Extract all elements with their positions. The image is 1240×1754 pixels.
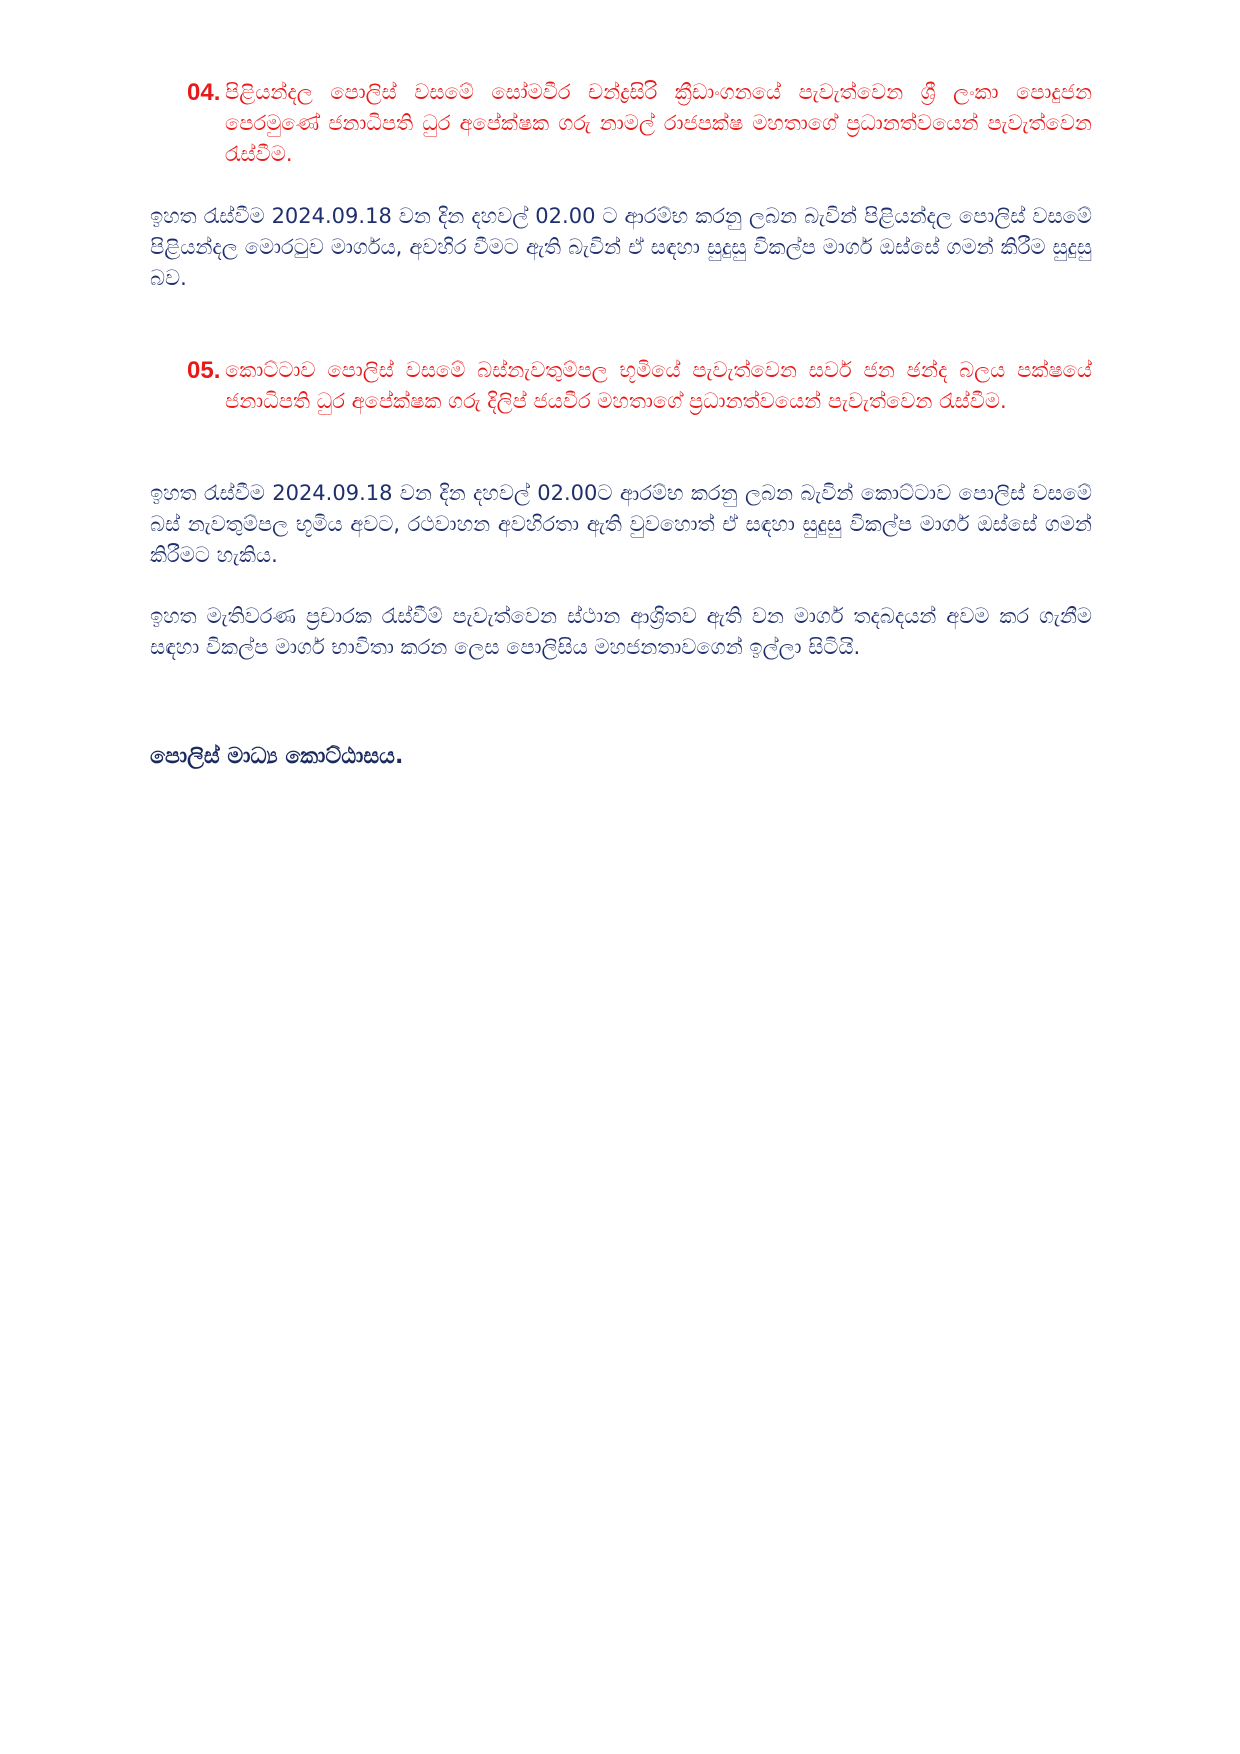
item-04-title: පිළියන්දල පොලිස් වසමේ සෝමවීර චන්ද්‍රසිරි ක්‍රීඩාංගනයේ පැවැත්වෙන ශ්‍රී ලංකා පොදුජන පෙරමුණේ ජනාධිපති ධුර අපේක්ෂක ගරු නාමල් රාජපක්ෂ මහතාගේ ප්‍රධානත්වයෙන් පැවැත්වෙන රැස්වීම. (225, 80, 1092, 166)
item-05-body: ඉහත රැස්වීම 2024.09.18 වන දින දහවල් 02.00ට ආරම්භ කරනු ලබන බැවින් කොට්ටාව පොලිස් වසමේ බස් නැවතුම්පල භූමිය අවට, රථවාහන අවහිරතා ඇති වුවහොත් ඒ සඳහා සුදුසු විකල්ප මාර්ග ඔස්සේ ගමන් කිරීමට හැකිය. (150, 481, 1092, 567)
signature: පොලිස් මාධ්‍ය කොට්ඨාසය. (150, 744, 404, 769)
item-04-body: ඉහත රැස්වීම 2024.09.18 වන දින දහවල් 02.00 ට ආරම්භ කරනු ලබන බැවින් පිළියන්දල පොලිස් වසමේ පිළියන්දල මොරටුව මාර්ගය, අවහිර වීමට ඇති බැවින් ඒ සඳහා සුදුසු විකල්ප මාර්ග ඔස්සේ ගමන් කිරීම සුදුසු බව. (150, 204, 1092, 290)
closing-note: ඉහත මැතිවරණ ප්‍රචාරක රැස්වීම් පැවැත්වෙන ස්ථාන ආශ්‍රිතව ඇති වන මාර්ග තදබදයන් අවම කර ගැනීම සඳහා විකල්ප මාර්ග භාවිතා කරන ලෙස පොලිසිය මහජනතාවගෙන් ඉල්ලා සිටියි. (150, 604, 1092, 659)
item-05-title: කොට්ටාව පොලිස් වසමේ බස්නැවතුම්පල භූමියේ පැවැත්වෙන සර්ව ජන ඡන්ද බලය පක්ෂයේ ජනාධිපති ධුර අපේක්ෂක ගරු දිලිප් ජයවීර මහතාගේ ප්‍රධානත්වයෙන් පැවැත්වෙන රැස්වීම. (225, 358, 1092, 413)
item-05-number: 05. (187, 357, 221, 384)
item-04-heading (187, 77, 1092, 170)
item-04-number: 04. (187, 79, 221, 106)
item-05-heading (187, 355, 1092, 417)
